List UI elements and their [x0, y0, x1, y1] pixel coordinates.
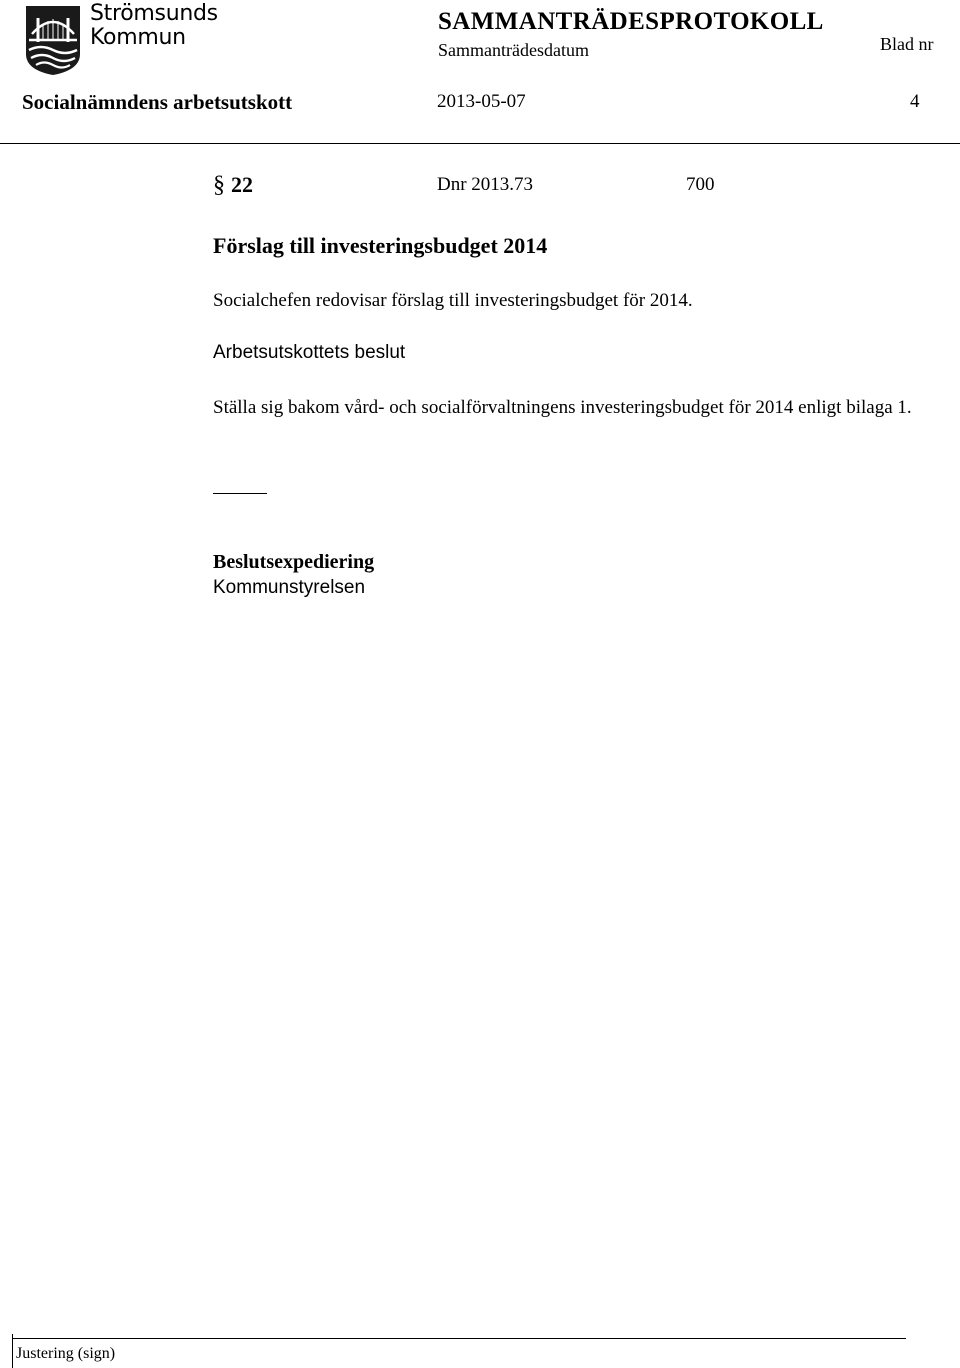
decision-text: Ställa sig bakom vård- och socialförvaltningens investeringsbudget för 2014 enligt bilaga 1. [213, 397, 912, 418]
municipality-logo [24, 1, 218, 76]
document-title: SAMMANTRÄDESPROTOKOLL [438, 8, 824, 35]
section-end-rule [213, 493, 267, 494]
sheet-number-label: Blad nr [880, 34, 934, 54]
distribution-heading: Beslutsexpediering [213, 551, 375, 573]
logo-text-line2: Kommun [90, 25, 186, 50]
committee-name: Socialnämndens arbetsutskott [22, 90, 293, 114]
case-code: 700 [686, 174, 715, 195]
section-number-value: 22 [231, 172, 253, 197]
page-number: 4 [910, 91, 920, 112]
bridge-emblem-icon [24, 4, 82, 76]
footer-vertical-divider [12, 1334, 13, 1368]
meeting-date: 2013-05-07 [437, 91, 526, 112]
footer-divider [12, 1338, 906, 1339]
section-paragraph: Socialchefen redovisar förslag till investeringsbudget för 2014. [213, 290, 693, 311]
distribution-item: Kommunstyrelsen [213, 577, 366, 598]
case-number: Dnr 2013.73 [437, 174, 534, 195]
logo-text-line1: Strömsunds [90, 1, 218, 26]
meeting-date-label: Sammanträdesdatum [438, 40, 589, 60]
section-sign: § [213, 172, 225, 198]
section-heading: Förslag till investeringsbudget 2014 [213, 233, 548, 258]
signature-label: Justering (sign) [16, 1345, 116, 1362]
decision-heading: Arbetsutskottets beslut [213, 342, 406, 363]
section-number [213, 172, 253, 199]
header-divider [0, 143, 960, 144]
